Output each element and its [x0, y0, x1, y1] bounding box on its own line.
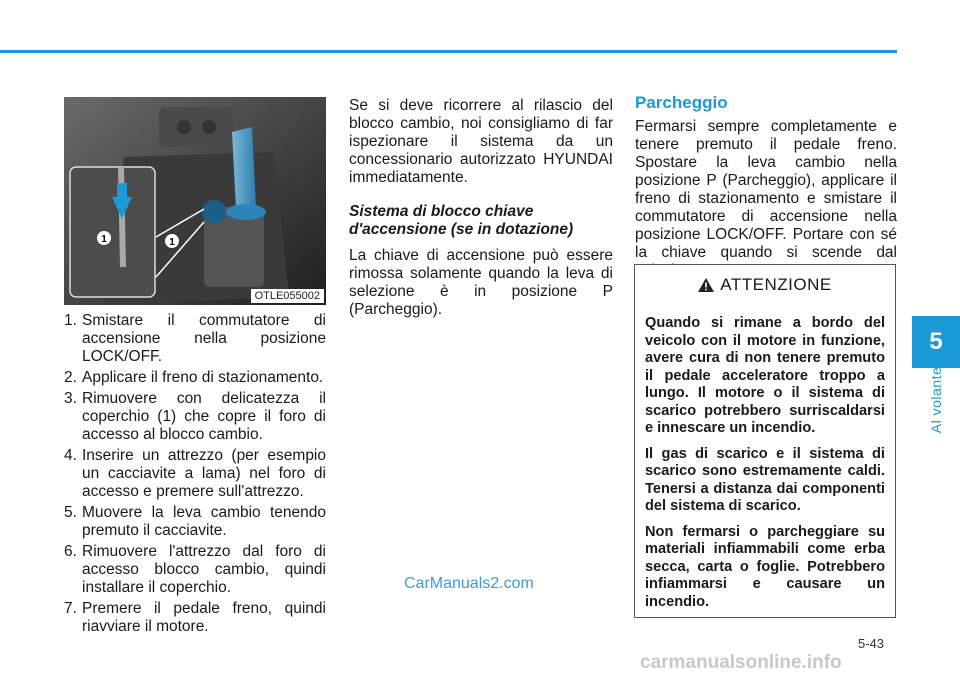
- list-item: 5. Muovere la leva cambio tenendo premuto il cacciavite.: [64, 504, 326, 539]
- list-item: 2. Applicare il freno di stazionamento.: [64, 369, 324, 386]
- callout-1-left: 1: [101, 234, 107, 245]
- parking-heading: Parcheggio: [635, 93, 728, 112]
- list-item: 6. Rimuovere l'attrezzo dal foro di accesso blocco cambio, quindi installare il coperchio.: [64, 543, 326, 596]
- list-item: 7. Premere il pedale freno, quindi riavviare il motore.: [64, 600, 326, 635]
- warning-icon: [698, 278, 714, 292]
- middle-column: [349, 97, 613, 319]
- chapter-number-tab: 5: [912, 316, 960, 368]
- gear-shift-photo: [64, 97, 326, 305]
- chapter-label: Al volante: [928, 366, 944, 434]
- steps-list: [64, 312, 326, 636]
- warning-paragraph: Non fermarsi o parcheggiare su materiali infiammabili come erba secca, carta o foglie. Potrebbero infiammarsi e causare un incendio.: [645, 523, 885, 610]
- release-advice-paragraph: Se si deve ricorrere al rilascio del blocco cambio, noi consigliamo di far ispezionare il sistema da un concessionario autorizzato HYUNDAI immediatamente.: [349, 97, 613, 186]
- list-item: 4. Inserire un attrezzo (per esempio un cacciavite a lama) nel foro di accesso e premere sull'attrezzo.: [64, 447, 326, 500]
- parking-paragraph: Fermarsi sempre completamente e tenere premuto il pedale freno. Spostare la leva cambio nella posizione P (Parcheggio), applicare il freno di stazionamento e smistare il commutatore di accensione nella posizione LOCK/OFF. Portare con sé la chiave quando si scende dal: [635, 118, 897, 261]
- steps-column: [64, 312, 326, 639]
- list-item: 1. Smistare il commutatore di accensione nella posizione LOCK/OFF.: [64, 312, 326, 365]
- watermark-carmanualsonline[interactable]: carmanualsonline.info: [640, 652, 842, 673]
- photo-code: OTLE055002: [251, 289, 324, 303]
- warning-title: ATTENZIONE: [720, 275, 832, 294]
- parking-column: [635, 94, 897, 280]
- warning-header: [635, 265, 895, 305]
- warning-box: [634, 264, 896, 618]
- key-interlock-heading: Sistema di blocco chiave d'accensione (se in dotazione): [349, 203, 574, 238]
- callout-1-right: 1: [169, 237, 175, 248]
- warning-paragraph: Quando si rimane a bordo del veicolo con il motore in funzione, avere cura di non tenere premuto il pedale acceleratore troppo a lungo. Il motore o il sistema di scarico potrebbero surriscaldarsi e innescare un incendio.: [645, 315, 885, 436]
- list-item: 3. Rimuovere con delicatezza il coperchio (1) che copre il foro di accesso al blocco cambio.: [64, 390, 326, 443]
- warning-paragraph: Il gas di scarico e il sistema di scarico sono estremamente caldi. Tenersi a distanza dai componenti del sistema di scarico.: [645, 445, 885, 514]
- shift-lock-illustration: [64, 97, 326, 305]
- watermark-carmanuals2[interactable]: CarManuals2.com: [404, 575, 534, 592]
- page-number: 5-43: [858, 636, 885, 651]
- key-interlock-paragraph: La chiave di accensione può essere rimossa solamente quando la leva di selezione è in posizione P (Parcheggio).: [349, 247, 613, 318]
- header-rule: [0, 50, 897, 53]
- warning-body: [645, 315, 885, 619]
